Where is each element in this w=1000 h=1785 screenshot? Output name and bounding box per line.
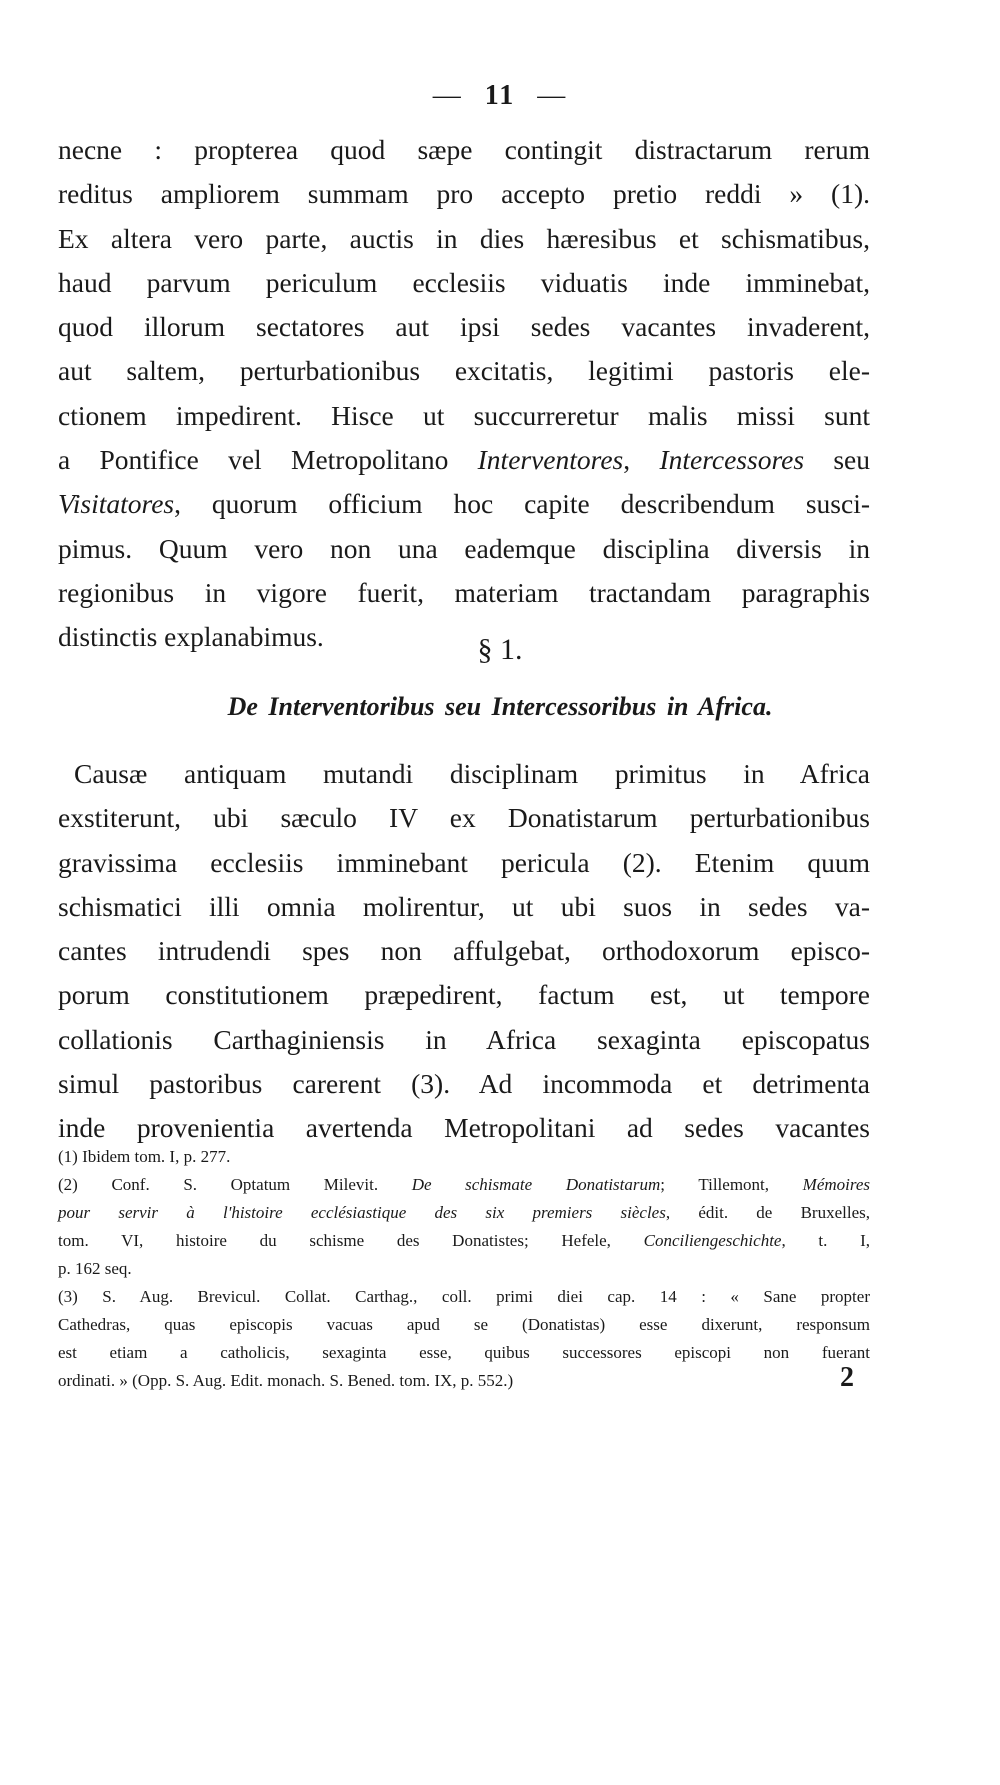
footnote-3-line: (3) S. Aug. Brevicul. Collat. Carthag., coll. primi diei cap. 14 : « Sane propter: [58, 1287, 870, 1306]
italic-term-intercessores: Intercessores: [659, 444, 805, 476]
text-line: inde provenientia avertenda Metropolitani ad sedes vacantes: [58, 1112, 870, 1144]
text-line: Ex altera vero parte, auctis in dies hæresibus et schismatibus,: [58, 222, 870, 254]
page-header: [0, 80, 1000, 112]
section-title: De Interventoribus seu Intercessoribus in Africa.: [227, 692, 773, 721]
footnote-2-line: [58, 1199, 870, 1227]
text-line: necne : propterea quod sæpe contingit distractarum rerum: [58, 134, 870, 165]
text-line: collationis Carthaginiensis in Africa sexaginta episcopatus: [58, 1023, 870, 1055]
footnote-3-line: Cathedras, quas episcopis vacuas apud se (Donatistas) esse dixerunt, responsum: [58, 1315, 870, 1334]
footnote-2-line: p. 162 seq.: [58, 1259, 132, 1278]
text-line: Causæ antiquam mutandi disciplinam primitus in Africa: [74, 758, 870, 789]
italic-term-interventores: Interventores: [477, 444, 624, 476]
text-run: a Pontifice vel Metropolitano: [58, 444, 478, 476]
text-run: ,: [623, 444, 660, 476]
text-line: quod illorum sectatores aut ipsi sedes vacantes invaderent,: [58, 311, 870, 343]
text-line: [58, 438, 870, 482]
text-run: ; Tillemont,: [660, 1175, 803, 1194]
text-line: exstiterunt, ubi sæculo IV ex Donatistarum perturbationibus: [58, 802, 870, 834]
italic-title: Conciliengeschichte: [643, 1231, 782, 1250]
text-line: cantes intrudendi spes non affulgebat, orthodoxorum episco-: [58, 935, 870, 967]
intro-paragraph: [58, 128, 870, 660]
text-line: distinctis explanabimus.: [58, 621, 324, 653]
section-number: § 1.: [477, 633, 523, 666]
header-dash-right: —: [537, 80, 568, 111]
text-run: seu: [804, 444, 870, 476]
text-line: ctionem impedirent. Hisce ut succurreretur malis missi sunt: [58, 399, 870, 431]
header-dash-left: —: [432, 80, 463, 111]
text-line: schismatici illi omnia molirentur, ut ubi suos in sedes va-: [58, 890, 870, 922]
text-line: porum constitutionem præpedirent, factum est, ut tempore: [58, 979, 870, 1011]
footnote-3-line: est etiam a catholicis, sexaginta esse, quibus successores episcopi non fuerant: [58, 1343, 870, 1362]
text-run: , t. I,: [781, 1231, 870, 1250]
footnote-2-line: [58, 1171, 870, 1199]
text-line: [58, 482, 870, 526]
text-run: (2) Conf. S. Optatum Milevit.: [58, 1175, 412, 1194]
footnote-3-line: ordinati. » (Opp. S. Aug. Edit. monach. S. Bened. tom. IX, p. 552.): [58, 1371, 514, 1390]
signature-mark: 2: [840, 1362, 854, 1393]
text-line: haud parvum periculum ecclesiis viduatis inde imminebat,: [58, 266, 870, 298]
italic-title: Mémoires: [802, 1175, 871, 1194]
text-run: , quorum officium hoc capite describendum susci-: [174, 488, 870, 520]
section-paragraph: [58, 752, 870, 1151]
italic-term-visitatores: Visitatores: [58, 488, 175, 520]
page-number: 11: [484, 80, 516, 111]
text-line: regionibus in vigore fuerit, materiam tractandam paragraphis: [58, 576, 870, 608]
italic-title: pour servir à l'histoire ecclésiastique des six premiers siècles: [58, 1203, 666, 1222]
italic-title: De schismate Donatistarum: [411, 1175, 661, 1194]
text-line: reditus ampliorem summam pro accepto pretio reddi » (1).: [58, 178, 870, 210]
text-line: aut saltem, perturbationibus excitatis, legitimi pastoris ele-: [58, 355, 870, 387]
text-line: simul pastoribus carerent (3). Ad incommoda et detrimenta: [58, 1068, 870, 1100]
footnotes: [58, 1143, 870, 1395]
text-run: tom. VI, histoire du schisme des Donatistes; Hefele,: [58, 1231, 644, 1250]
footnote-2-line: [58, 1227, 870, 1255]
footnote-1: (1) Ibidem tom. I, p. 277.: [58, 1147, 231, 1166]
text-line: gravissima ecclesiis imminebant pericula (2). Etenim quum: [58, 846, 870, 878]
text-line: pimus. Quum vero non una eademque disciplina diversis in: [58, 532, 870, 564]
text-run: , édit. de Bruxelles,: [665, 1203, 870, 1222]
